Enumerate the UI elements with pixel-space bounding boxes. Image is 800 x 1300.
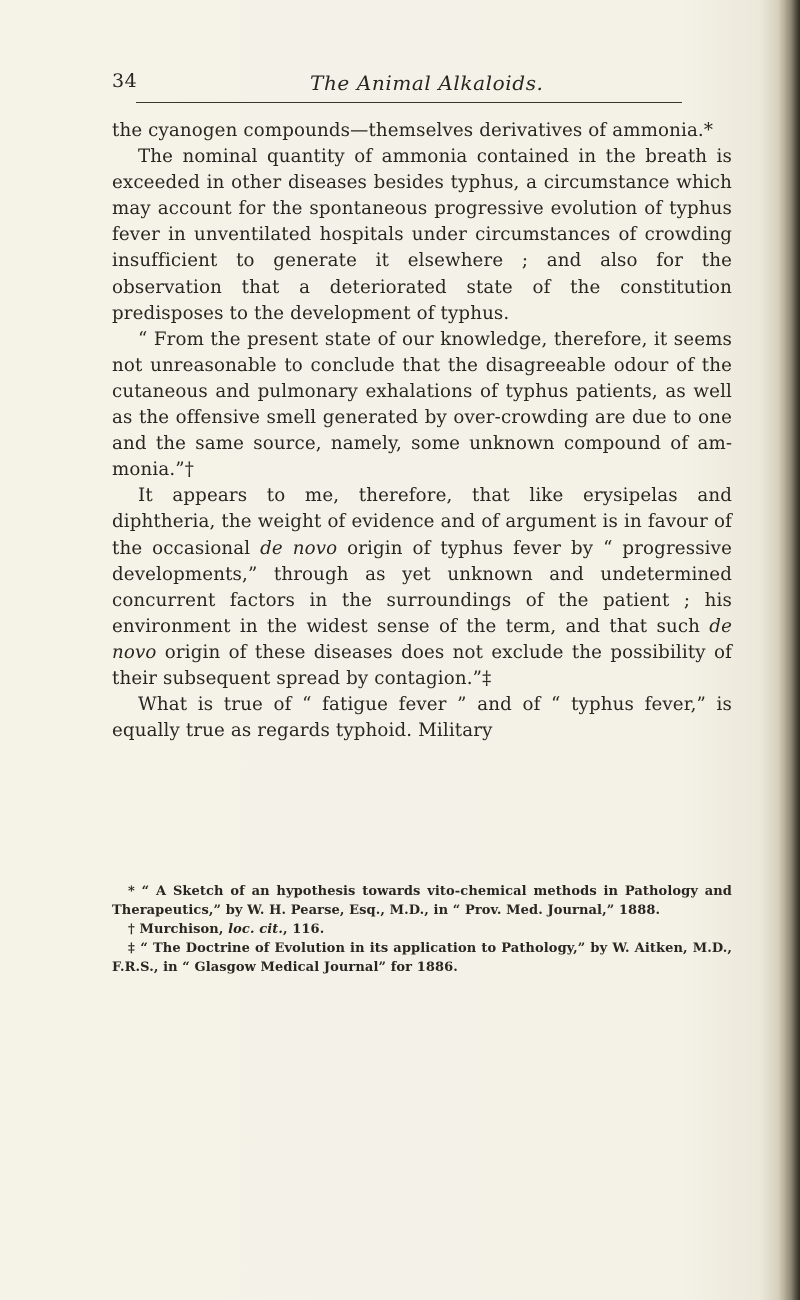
paragraph-4-italic-2: de novo [112, 615, 732, 663]
page-edge-shadow [778, 0, 800, 1300]
paragraph-3-quote: “ From the present state of our knowledge, therefore, it seems not unreasonable to conclude that the disagreeable odour of the cutaneous and pulmonary exhalations of typhus patients, as well as the offensive smell generated by over-crowding are due to one and the same source, namely, some unknown compound of ammonia.”† [112, 328, 732, 481]
page-header [112, 70, 732, 104]
paragraph-4-part-c: origin of these diseases does not exclude the possibility of their subsequent spread by contagion.”‡ [112, 641, 732, 689]
paragraph-4-part-a: It appears to me, therefore, that like erysipelas and diphtheria, the weight of evidence and of argument is in favour of the occasional [112, 485, 732, 559]
paragraph-5: What is true of “ fatigue fever ” and of “ typhus fever,” is equally true as regards typhoid. Military [112, 694, 732, 742]
paragraph-2: The nominal quantity of ammonia contained in the breath is exceeded in other diseases besides typhus, a circumstance which may account for the spontaneous progressive evolution of typhus fever in unventilated hospitals under circumstances of crowding insufficient to generate it elsewhere ; and also for the observation that a deteriorated state of the constitution predisposes to the development of typhus. [112, 146, 732, 324]
paragraph-4 [112, 483, 732, 692]
page-number: 34 [112, 70, 138, 92]
footnote-2-part-b: , 116. [283, 922, 325, 937]
body-text [112, 118, 732, 744]
paragraph-4-part-b: origin of typhus fever by “ progressive developments,” through as yet unknown and undetermined concurrent factors in the surroundings of the patient ; his environment in the widest sense of the term, and that such [112, 537, 732, 637]
paragraph-1: the cyanogen compounds—themselves derivatives of ammonia.* [112, 120, 714, 141]
footnote-2-italic: loc. cit. [228, 922, 283, 937]
paragraph-4-italic-1: de novo [260, 537, 338, 559]
footnotes [112, 882, 732, 977]
footnote-2 [112, 920, 732, 939]
running-title: The Animal Alkaloids. [310, 71, 544, 95]
footnote-3: ‡ “ The Doctrine of Evolution in its application to Pathology,” by W. Aitken, M.D., F.R.S., in “ Glasgow Medical Journal” for 1886. [112, 941, 732, 975]
header-rule [136, 102, 682, 103]
footnote-2-part-a: † Murchison, [128, 922, 229, 937]
footnote-1: * “ A Sketch of an hypothesis towards vito-chemical methods in Pathology and Therapeutics,” by W. H. Pearse, Esq., M.D., in “ Prov. Med. Journal,” 1888. [112, 884, 732, 918]
